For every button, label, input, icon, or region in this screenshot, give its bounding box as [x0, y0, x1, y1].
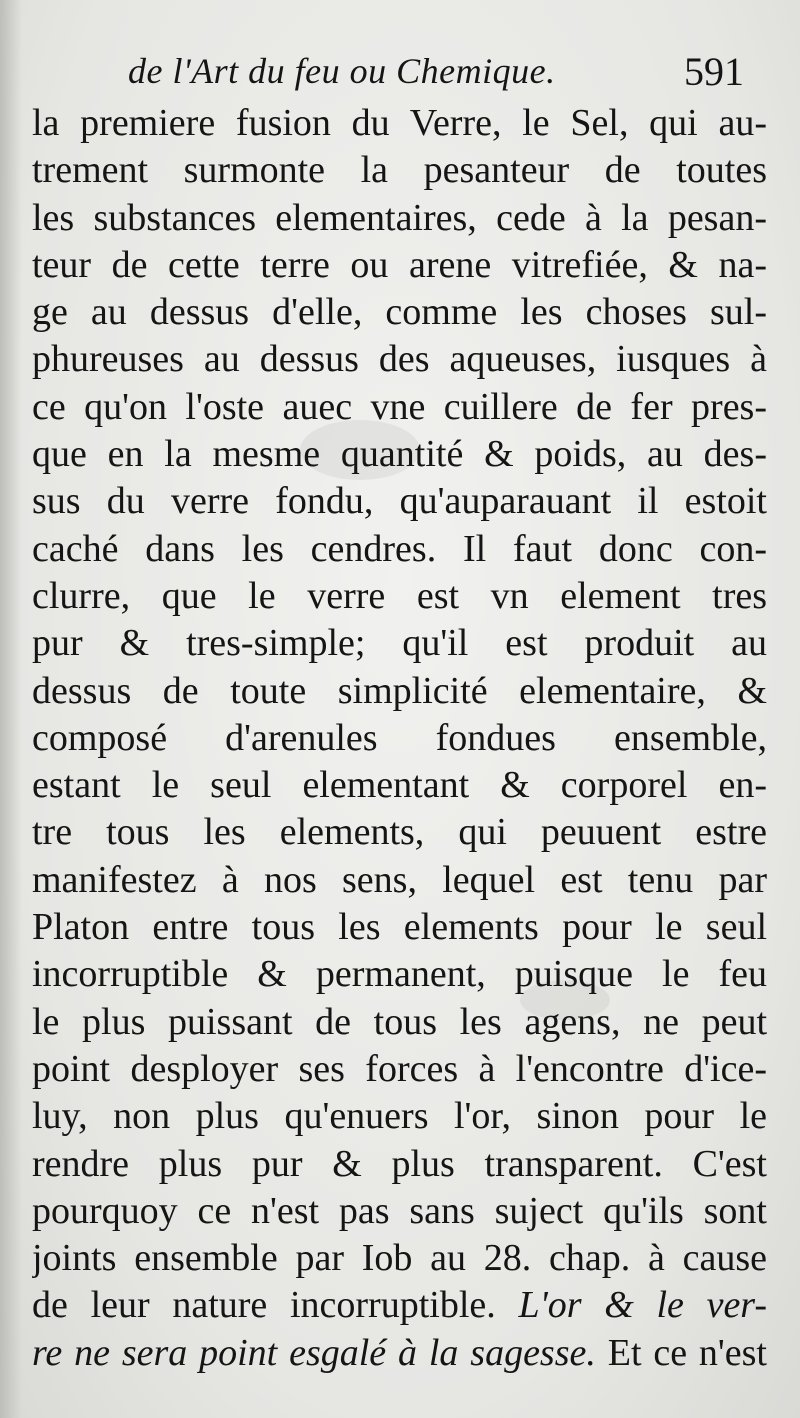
text-line: trement surmonte la pesanteur de toutes	[32, 149, 767, 192]
text-line: luy, non plus qu'enuers l'or, sinon pour le	[32, 1095, 767, 1138]
text-line-mixed	[32, 1330, 767, 1377]
text-line: tre tous les elements, qui peuuent estre	[32, 811, 767, 854]
text-line: les substances elementaires, cede à la pesan-	[32, 196, 767, 239]
roman-text: de leur nature incorruptible.	[32, 1284, 519, 1327]
page-edge-shadow	[0, 0, 22, 1418]
text-line: pourquoy ce n'est pas sans suject qu'ils sont	[32, 1189, 767, 1232]
text-line: joints ensemble par Iob au 28. chap. à cause	[32, 1237, 767, 1280]
italic-quotation: L'or & le ver-	[518, 1284, 767, 1327]
text-line: manifestez à nos sens, lequel est tenu par	[32, 858, 767, 901]
text-line: dessus de toute simplicité elementaire, &	[32, 669, 767, 712]
running-head: de l'Art du feu ou Chemique.	[128, 51, 556, 91]
page-number: 591	[684, 49, 744, 94]
roman-text: Et ce n'est	[595, 1331, 767, 1374]
text-line: le plus puissant de tous les agens, ne peut	[32, 1000, 767, 1043]
text-line: ce qu'on l'oste auec vne cuillere de fer pres-	[32, 385, 767, 428]
text-line: teur de cette terre ou arene vitrefiée, & na-	[32, 243, 767, 286]
text-line: clurre, que le verre est vn element tres	[32, 574, 767, 617]
italic-quotation: re ne sera point esgalé à la sagesse.	[32, 1331, 596, 1374]
text-line: point desployer ses forces à l'encontre d'ice-	[32, 1047, 767, 1090]
text-line-mixed	[32, 1282, 767, 1329]
page-header	[0, 46, 800, 102]
text-line: estant le seul elementant & corporel en-	[32, 764, 767, 807]
text-line: rendre plus pur & plus transparent. C'est	[32, 1142, 767, 1185]
text-line: pur & tres-simple; qu'il est produit au	[32, 622, 767, 665]
text-line: la premiere fusion du Verre, le Sel, qui au-	[32, 102, 767, 144]
text-line: sus du verre fondu, qu'auparauant il estoit	[32, 480, 767, 523]
body-text	[32, 100, 767, 1377]
text-line: composé d'arenules fondues ensemble,	[32, 716, 767, 759]
text-line: incorruptible & permanent, puisque le feu	[32, 953, 767, 996]
text-line: que en la mesme quantité & poids, au des-	[32, 433, 767, 476]
text-line: Platon entre tous les elements pour le seul	[32, 906, 767, 949]
text-line: ge au dessus d'elle, comme les choses sul-	[32, 291, 767, 334]
text-line: phureuses au dessus des aqueuses, iusques à	[32, 338, 767, 381]
text-line: caché dans les cendres. Il faut donc con-	[32, 527, 767, 570]
